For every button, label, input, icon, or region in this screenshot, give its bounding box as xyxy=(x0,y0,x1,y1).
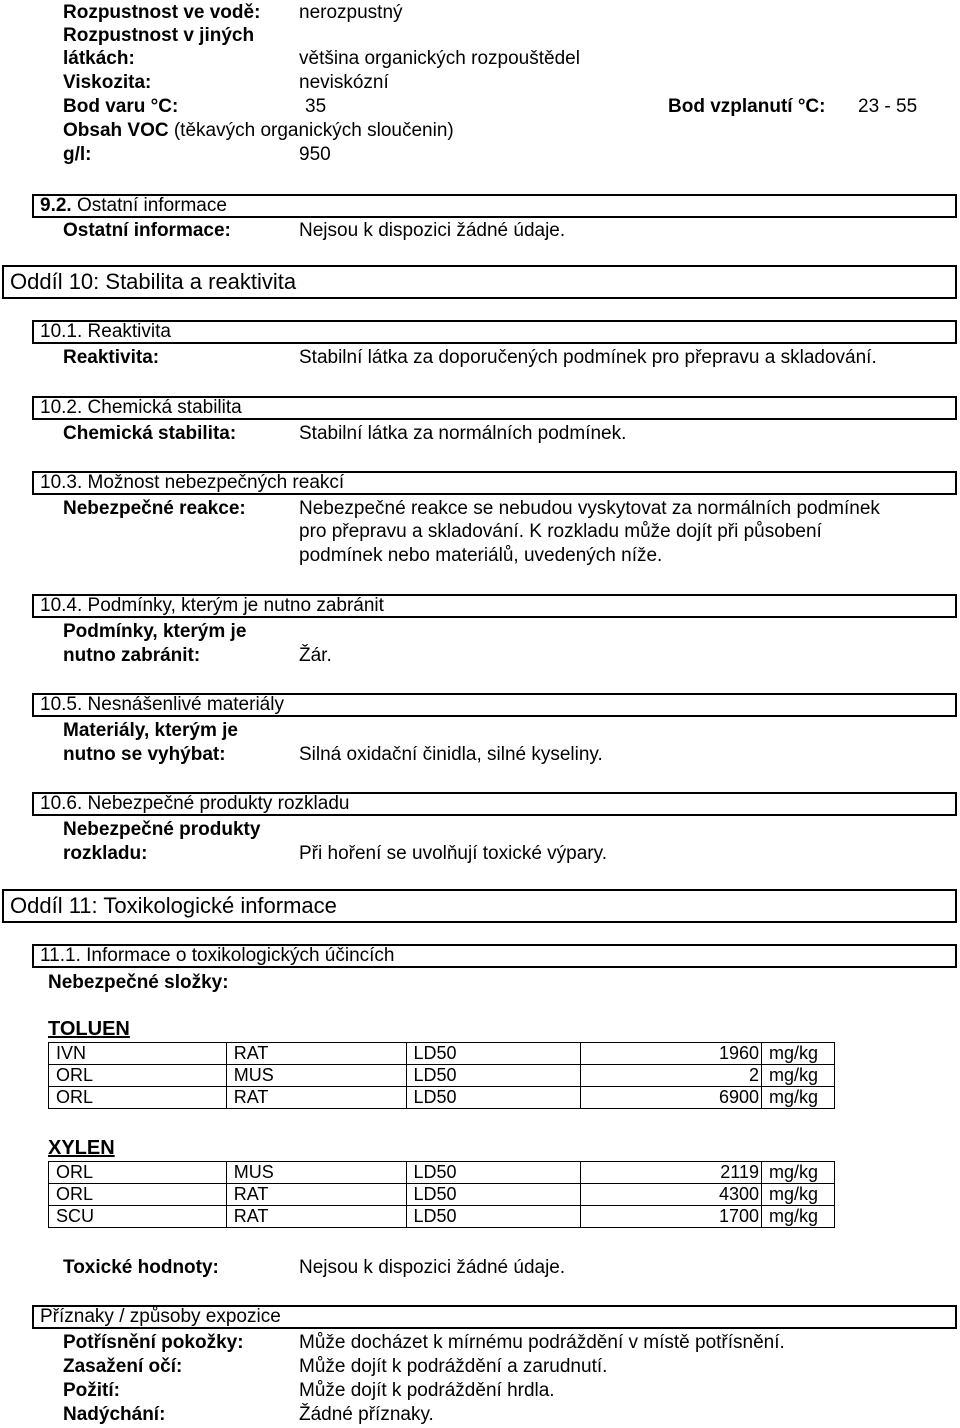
table-row xyxy=(49,1065,835,1087)
flash-point-value: 23 - 55 xyxy=(858,96,918,117)
reactivity-value: Stabilní látka za doporučených podmínek pro přepravu a skladování. xyxy=(299,347,877,368)
inhalation-label: Nadýchání: xyxy=(63,1404,166,1425)
boiling-point-label: Bod varu °C: xyxy=(63,96,179,117)
other-info-label: Ostatní informace: xyxy=(63,220,231,241)
species-cell: MUS xyxy=(226,1162,406,1184)
reactivity-label: Reaktivita: xyxy=(63,347,160,368)
toluen-name: TOLUEN xyxy=(48,1018,130,1040)
species-cell: MUS xyxy=(226,1065,406,1087)
value-cell: 2119 xyxy=(581,1162,762,1184)
section-10-5-header: 10.5. Nesnášenlivé materiály xyxy=(32,693,957,717)
unit-cell: mg/kg xyxy=(762,1206,835,1228)
unit-cell: mg/kg xyxy=(762,1184,835,1206)
section-9-2-header xyxy=(32,194,957,218)
test-cell: LD50 xyxy=(406,1043,581,1065)
xylen-table xyxy=(48,1161,835,1228)
route-cell: ORL xyxy=(49,1162,227,1184)
section-10-4-header: 10.4. Podmínky, kterým je nutno zabránit xyxy=(32,594,957,618)
section-10-2-header: 10.2. Chemická stabilita xyxy=(32,396,957,420)
toluen-table xyxy=(48,1042,835,1109)
section-10-1-header: 10.1. Reaktivita xyxy=(32,320,957,344)
section-10-6-header: 10.6. Nebezpečné produkty rozkladu xyxy=(32,792,957,816)
value-cell: 1700 xyxy=(581,1206,762,1228)
test-cell: LD50 xyxy=(406,1065,581,1087)
voc-label xyxy=(63,120,454,142)
route-cell: ORL xyxy=(49,1065,227,1087)
value-cell: 4300 xyxy=(581,1184,762,1206)
route-cell: IVN xyxy=(49,1043,227,1065)
chemical-stability-label: Chemická stabilita: xyxy=(63,423,237,444)
table-row xyxy=(49,1162,835,1184)
hazardous-components-label: Nebezpečné složky: xyxy=(48,972,229,993)
route-cell: ORL xyxy=(49,1184,227,1206)
unit-cell: mg/kg xyxy=(762,1087,835,1109)
skin-contact-value: Může docházet k mírnému podráždění v místě potřísnění. xyxy=(299,1332,785,1353)
viscosity-label: Viskozita: xyxy=(63,72,152,93)
solubility-other-label-line2: látkách: xyxy=(63,48,135,69)
route-cell: ORL xyxy=(49,1087,227,1109)
section-11-title: Oddíl 11: Toxikologické informace xyxy=(2,889,957,923)
hazardous-reactions-value-line3: podmínek nebo materiálů, uvedených níže. xyxy=(299,545,663,566)
test-cell: LD50 xyxy=(406,1206,581,1228)
xylen-name: XYLEN xyxy=(48,1137,115,1159)
chemical-stability-value: Stabilní látka za normálních podmínek. xyxy=(299,423,627,444)
toxic-values-value: Nejsou k dispozici žádné údaje. xyxy=(299,1257,566,1278)
solubility-water-label: Rozpustnost ve vodě: xyxy=(63,2,261,23)
incompatible-materials-value: Silná oxidační činidla, silné kyseliny. xyxy=(299,744,603,765)
eye-contact-label: Zasažení očí: xyxy=(63,1356,183,1377)
hazardous-reactions-label: Nebezpečné reakce: xyxy=(63,498,246,519)
hazardous-reactions-value-line1: Nebezpečné reakce se nebudou vyskytovat za normálních podmínek xyxy=(299,498,880,519)
table-row xyxy=(49,1043,835,1065)
species-cell: RAT xyxy=(226,1043,406,1065)
test-cell: LD50 xyxy=(406,1162,581,1184)
other-info-value: Nejsou k dispozici žádné údaje. xyxy=(299,220,566,241)
voc-unit-label: g/l: xyxy=(63,144,92,165)
conditions-avoid-value: Žár. xyxy=(299,645,332,666)
inhalation-value: Žádné příznaky. xyxy=(299,1404,434,1425)
flash-point-label: Bod vzplanutí °C: xyxy=(668,96,826,117)
solubility-water-value: nerozpustný xyxy=(299,2,403,23)
unit-cell: mg/kg xyxy=(762,1162,835,1184)
table-row xyxy=(49,1206,835,1228)
route-cell: SCU xyxy=(49,1206,227,1228)
skin-contact-label: Potřísnění pokožky: xyxy=(63,1332,244,1353)
voc-value: 950 xyxy=(299,144,331,165)
eye-contact-value: Může dojít k podráždění a zarudnutí. xyxy=(299,1356,608,1377)
symptoms-header: Příznaky / způsoby expozice xyxy=(32,1305,957,1329)
test-cell: LD50 xyxy=(406,1087,581,1109)
unit-cell: mg/kg xyxy=(762,1043,835,1065)
decomposition-products-value: Při hoření se uvolňují toxické výpary. xyxy=(299,843,608,864)
solubility-other-value: většina organických rozpouštědel xyxy=(299,48,580,69)
viscosity-value: neviskózní xyxy=(299,72,389,93)
table-row xyxy=(49,1184,835,1206)
value-cell: 2 xyxy=(581,1065,762,1087)
section-10-3-header: 10.3. Možnost nebezpečných reakcí xyxy=(32,471,957,495)
ingestion-label: Požití: xyxy=(63,1380,120,1401)
value-cell: 1960 xyxy=(581,1043,762,1065)
voc-label-rest: (těkavých organických sloučenin) xyxy=(173,120,454,141)
voc-label-bold: Obsah VOC xyxy=(63,120,169,141)
unit-cell: mg/kg xyxy=(762,1065,835,1087)
section-9-2-title: Ostatní informace xyxy=(76,195,227,216)
species-cell: RAT xyxy=(226,1206,406,1228)
value-cell: 6900 xyxy=(581,1087,762,1109)
decomposition-products-label-line1: Nebezpečné produkty xyxy=(63,819,261,840)
table-row xyxy=(49,1087,835,1109)
hazardous-reactions-value-line2: pro přepravu a skladování. K rozkladu může dojít při působení xyxy=(299,521,822,542)
toxic-values-label: Toxické hodnoty: xyxy=(63,1257,219,1278)
decomposition-products-label-line2: rozkladu: xyxy=(63,843,148,864)
incompatible-materials-label-line1: Materiály, kterým je xyxy=(63,720,238,741)
species-cell: RAT xyxy=(226,1087,406,1109)
test-cell: LD50 xyxy=(406,1184,581,1206)
conditions-avoid-label-line2: nutno zabránit: xyxy=(63,645,201,666)
section-11-1-header: 11.1. Informace o toxikologických účincích xyxy=(32,944,957,968)
incompatible-materials-label-line2: nutno se vyhýbat: xyxy=(63,744,226,765)
solubility-other-label-line1: Rozpustnost v jiných xyxy=(63,25,255,46)
boiling-point-value: 35 xyxy=(305,96,327,117)
section-10-title: Oddíl 10: Stabilita a reaktivita xyxy=(2,265,957,299)
section-9-2-number: 9.2. xyxy=(40,195,72,216)
ingestion-value: Může dojít k podráždění hrdla. xyxy=(299,1380,555,1401)
species-cell: RAT xyxy=(226,1184,406,1206)
conditions-avoid-label-line1: Podmínky, kterým je xyxy=(63,621,247,642)
